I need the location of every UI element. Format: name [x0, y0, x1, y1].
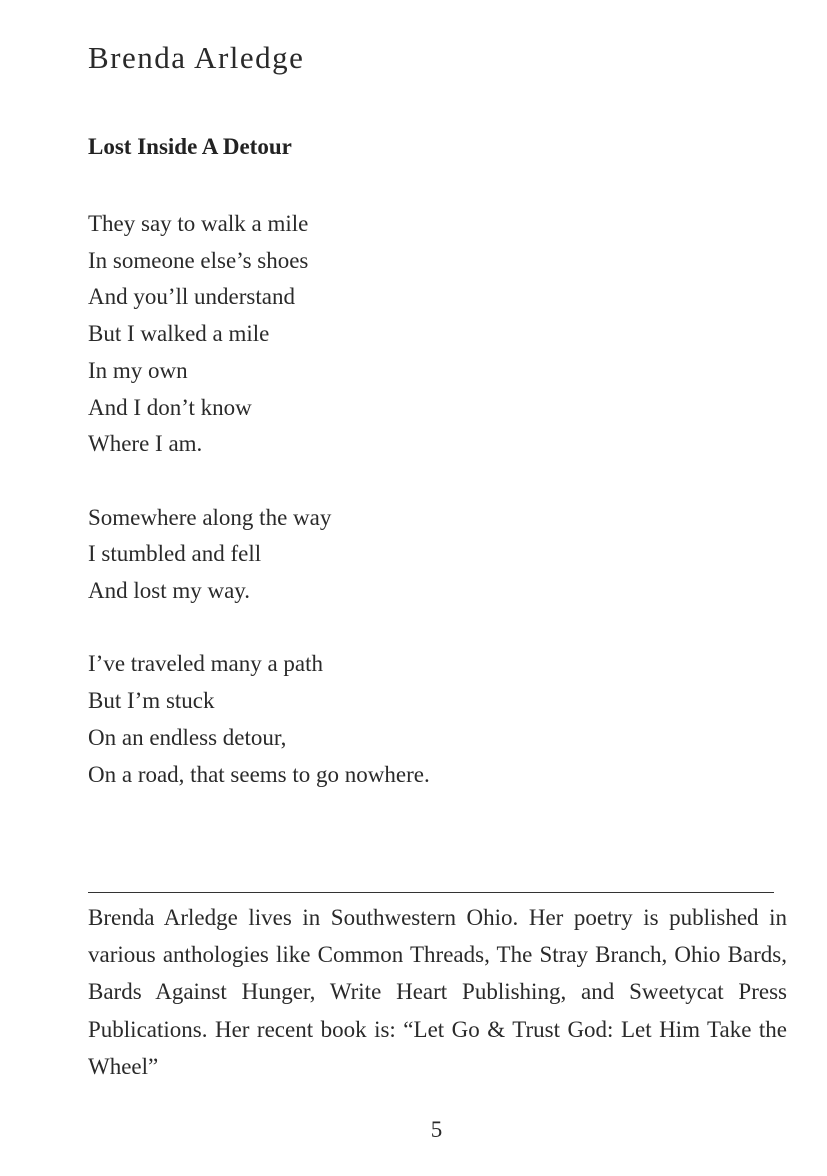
poem-line: And I don’t know	[88, 394, 252, 420]
stanza-1	[88, 206, 430, 463]
poem-line: And lost my way.	[88, 578, 251, 604]
poem-line: In someone else’s shoes	[88, 247, 309, 273]
stanza-2	[88, 500, 430, 610]
poem-title: Lost Inside A Detour	[88, 134, 292, 159]
poem-line: On an endless detour,	[88, 724, 287, 750]
poem-line: Somewhere along the way	[88, 504, 332, 530]
author-name: Brenda Arledge	[88, 40, 305, 75]
poem-line: I stumbled and fell	[88, 541, 262, 567]
author-bio: Brenda Arledge lives in Southwestern Ohio. Her poetry is published in various anthologies like Common Threads, The Stray Branch, Ohio Bards, Bards Against Hunger, Write Heart Publishing, and Sweetycat Press Publications. Her recent book is: “Let Go & Trust God: Let Him Take the Wheel”	[88, 905, 787, 1079]
stanza-3	[88, 646, 430, 793]
poem-line: But I’m stuck	[88, 688, 215, 714]
poem-line: They say to walk a mile	[88, 211, 309, 236]
poem-line: I’ve traveled many a path	[88, 651, 323, 677]
page-number: 5	[430, 1117, 443, 1142]
poem-line: Where I am.	[88, 431, 203, 457]
poem-body	[88, 206, 430, 830]
poem-line: On a road, that seems to go nowhere.	[88, 761, 430, 787]
poem-line: And you’ll understand	[88, 284, 295, 310]
footnote-divider	[88, 892, 774, 893]
poem-line: But I walked a mile	[88, 321, 270, 347]
poem-line: In my own	[88, 357, 188, 383]
